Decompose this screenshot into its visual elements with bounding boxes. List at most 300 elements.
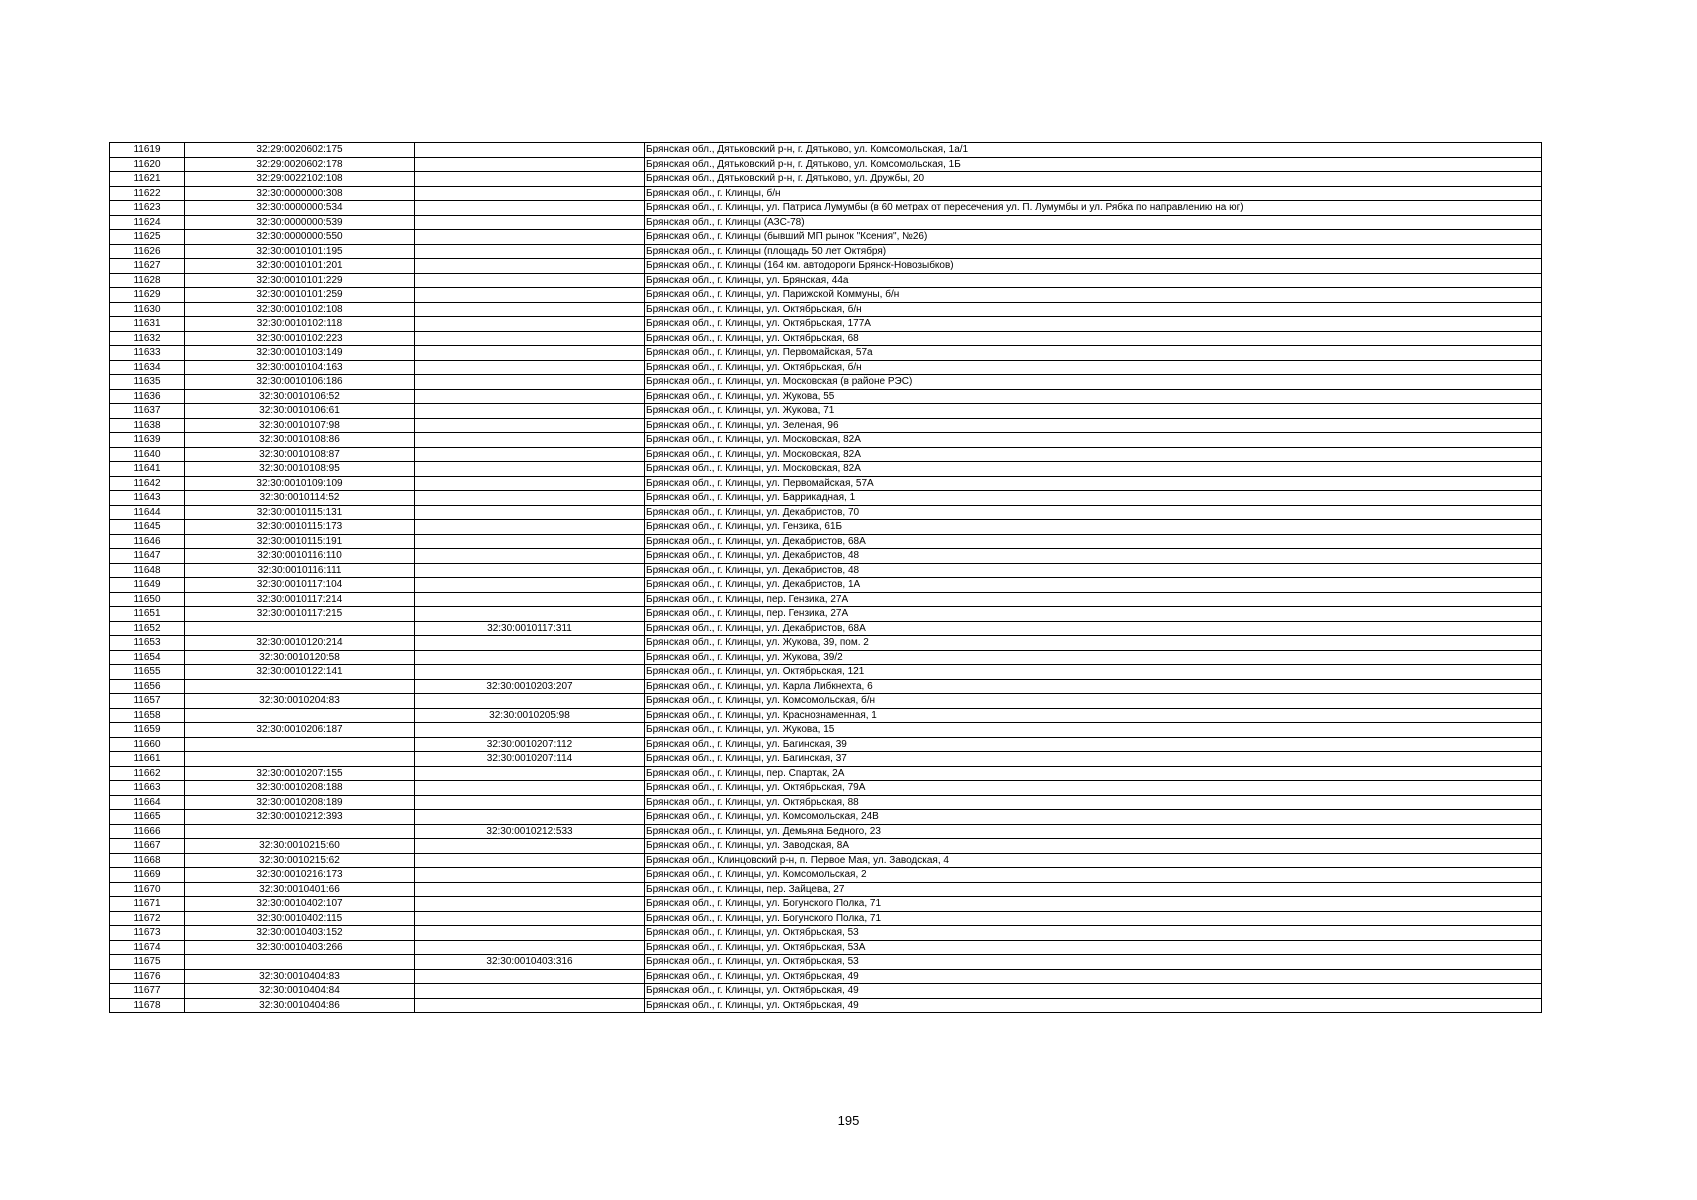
cadastral-number-cell: 32:30:0010107:98 [185, 418, 415, 433]
cadastral-number-alt-cell [415, 505, 645, 520]
address-cell: Брянская обл., г. Клинцы, ул. Октябрьская, б/н [645, 360, 1542, 375]
address-cell: Брянская обл., г. Клинцы, ул. Октябрьская, б/н [645, 302, 1542, 317]
address-cell: Брянская обл., г. Клинцы, ул. Декабристов, 1А [645, 578, 1542, 593]
address-cell: Брянская обл., г. Клинцы, ул. Декабристов, 68А [645, 621, 1542, 636]
cadastral-number-cell: 32:30:0010208:188 [185, 781, 415, 796]
cadastral-number-cell: 32:30:0010104:163 [185, 360, 415, 375]
cadastral-number-cell: 32:30:0010101:195 [185, 244, 415, 259]
address-cell: Брянская обл., Дятьковский р-н, г. Дятьково, ул. Комсомольская, 1Б [645, 157, 1542, 172]
cadastral-number-alt-cell [415, 143, 645, 158]
cadastral-number-alt-cell [415, 839, 645, 854]
address-cell: Брянская обл., г. Клинцы, ул. Октябрьская, 53 [645, 926, 1542, 941]
row-number-cell: 11666 [110, 824, 185, 839]
cadastral-number-cell: 32:30:0010215:62 [185, 853, 415, 868]
address-cell: Брянская обл., г. Клинцы, ул. Московская (в районе РЭС) [645, 375, 1542, 390]
address-cell: Брянская обл., г. Клинцы, ул. Патриса Лумумбы (в 60 метрах от пересечения ул. П. Лумумбы и ул. Рябка по направлению на юг) [645, 201, 1542, 216]
cadastral-number-cell: 32:30:0010215:60 [185, 839, 415, 854]
row-number-cell: 11648 [110, 563, 185, 578]
cadastral-number-cell: 32:30:0010404:83 [185, 969, 415, 984]
table-row [110, 172, 1542, 187]
address-cell: Брянская обл., г. Клинцы, ул. Московская, 82А [645, 433, 1542, 448]
cadastral-number-alt-cell: 32:30:0010205:98 [415, 708, 645, 723]
cadastral-number-alt-cell [415, 998, 645, 1013]
cadastral-number-alt-cell [415, 795, 645, 810]
row-number-cell: 11654 [110, 650, 185, 665]
cadastral-number-cell [185, 752, 415, 767]
table-row [110, 781, 1542, 796]
table-row [110, 186, 1542, 201]
row-number-cell: 11644 [110, 505, 185, 520]
row-number-cell: 11625 [110, 230, 185, 245]
cadastral-number-cell: 32:30:0010101:201 [185, 259, 415, 274]
table-row [110, 288, 1542, 303]
cadastral-number-alt-cell: 32:30:0010212:533 [415, 824, 645, 839]
table-row [110, 346, 1542, 361]
cadastral-number-cell: 32:30:0010108:95 [185, 462, 415, 477]
cadastral-number-cell: 32:30:0000000:308 [185, 186, 415, 201]
cadastral-number-alt-cell: 32:30:0010203:207 [415, 679, 645, 694]
table-row [110, 578, 1542, 593]
cadastral-number-alt-cell [415, 491, 645, 506]
address-cell: Брянская обл., г. Клинцы, ул. Жукова, 39/2 [645, 650, 1542, 665]
table-body [110, 143, 1542, 1013]
cadastral-number-cell: 32:30:0010402:107 [185, 897, 415, 912]
table-row [110, 433, 1542, 448]
address-cell: Брянская обл., г. Клинцы, б/н [645, 186, 1542, 201]
cadastral-number-alt-cell [415, 853, 645, 868]
address-cell: Брянская обл., г. Клинцы, ул. Декабристов, 68А [645, 534, 1542, 549]
cadastral-number-cell: 32:30:0010208:189 [185, 795, 415, 810]
row-number-cell: 11627 [110, 259, 185, 274]
cadastral-number-alt-cell [415, 375, 645, 390]
cadastral-number-alt-cell [415, 665, 645, 680]
cadastral-number-cell: 32:30:0010106:52 [185, 389, 415, 404]
row-number-cell: 11635 [110, 375, 185, 390]
address-cell: Брянская обл., г. Клинцы, ул. Брянская, 44а [645, 273, 1542, 288]
row-number-cell: 11671 [110, 897, 185, 912]
row-number-cell: 11673 [110, 926, 185, 941]
table-row [110, 462, 1542, 477]
table-row [110, 549, 1542, 564]
row-number-cell: 11653 [110, 636, 185, 651]
row-number-cell: 11639 [110, 433, 185, 448]
cadastral-number-alt-cell: 32:30:0010403:316 [415, 955, 645, 970]
table-row [110, 505, 1542, 520]
table-row [110, 882, 1542, 897]
address-cell: Брянская обл., г. Клинцы, ул. Багинская, 37 [645, 752, 1542, 767]
address-cell: Брянская обл., г. Клинцы, ул. Жукова, 39, пом. 2 [645, 636, 1542, 651]
cadastral-number-alt-cell [415, 882, 645, 897]
row-number-cell: 11622 [110, 186, 185, 201]
table-row [110, 476, 1542, 491]
cadastral-number-alt-cell [415, 157, 645, 172]
table-row [110, 636, 1542, 651]
table-row [110, 940, 1542, 955]
table-row [110, 650, 1542, 665]
table-row [110, 157, 1542, 172]
table-row [110, 592, 1542, 607]
table-row [110, 360, 1542, 375]
address-cell: Брянская обл., г. Клинцы, пер. Гензика, 27А [645, 592, 1542, 607]
address-cell: Брянская обл., г. Клинцы, ул. Декабристов, 48 [645, 549, 1542, 564]
row-number-cell: 11678 [110, 998, 185, 1013]
address-cell: Брянская обл., г. Клинцы, ул. Октябрьская, 49 [645, 984, 1542, 999]
cadastral-number-alt-cell [415, 447, 645, 462]
cadastral-number-alt-cell [415, 520, 645, 535]
address-cell: Брянская обл., г. Клинцы, ул. Комсомольская, б/н [645, 694, 1542, 709]
address-cell: Брянская обл., г. Клинцы, ул. Богунского Полка, 71 [645, 911, 1542, 926]
row-number-cell: 11664 [110, 795, 185, 810]
cadastral-number-alt-cell [415, 186, 645, 201]
cadastral-number-alt-cell [415, 650, 645, 665]
cadastral-number-cell: 32:30:0010115:191 [185, 534, 415, 549]
row-number-cell: 11626 [110, 244, 185, 259]
address-cell: Брянская обл., г. Клинцы (АЗС-78) [645, 215, 1542, 230]
cadastral-number-alt-cell [415, 201, 645, 216]
cadastral-number-cell: 32:30:0010404:86 [185, 998, 415, 1013]
address-cell: Брянская обл., г. Клинцы, ул. Декабристов, 70 [645, 505, 1542, 520]
address-cell: Брянская обл., г. Клинцы, пер. Спартак, 2А [645, 766, 1542, 781]
address-cell: Брянская обл., г. Клинцы, ул. Первомайская, 57А [645, 476, 1542, 491]
table-row [110, 679, 1542, 694]
property-register-table [109, 142, 1542, 1013]
address-cell: Брянская обл., г. Клинцы (164 км. автодороги Брянск-Новозыбков) [645, 259, 1542, 274]
address-cell: Брянская обл., г. Клинцы, ул. Жукова, 55 [645, 389, 1542, 404]
cadastral-number-alt-cell [415, 810, 645, 825]
table-row [110, 375, 1542, 390]
address-cell: Брянская обл., г. Клинцы, ул. Первомайская, 57а [645, 346, 1542, 361]
cadastral-number-alt-cell [415, 433, 645, 448]
cadastral-number-alt-cell [415, 549, 645, 564]
address-cell: Брянская обл., г. Клинцы, ул. Гензика, 61Б [645, 520, 1542, 535]
row-number-cell: 11668 [110, 853, 185, 868]
row-number-cell: 11638 [110, 418, 185, 433]
cadastral-number-alt-cell [415, 592, 645, 607]
cadastral-number-cell: 32:30:0010120:214 [185, 636, 415, 651]
table-row [110, 708, 1542, 723]
cadastral-number-alt-cell [415, 636, 645, 651]
cadastral-number-cell: 32:30:0010206:187 [185, 723, 415, 738]
address-cell: Брянская обл., г. Клинцы, пер. Гензика, 27А [645, 607, 1542, 622]
table-row [110, 302, 1542, 317]
cadastral-number-cell: 32:30:0010102:223 [185, 331, 415, 346]
cadastral-number-cell: 32:30:0010116:111 [185, 563, 415, 578]
table-row [110, 621, 1542, 636]
address-cell: Брянская обл., г. Клинцы, ул. Комсомольская, 24В [645, 810, 1542, 825]
address-cell: Брянская обл., г. Клинцы, ул. Зеленая, 96 [645, 418, 1542, 433]
cadastral-number-cell: 32:30:0010117:215 [185, 607, 415, 622]
table-row [110, 824, 1542, 839]
address-cell: Брянская обл., г. Клинцы, ул. Московская, 82А [645, 462, 1542, 477]
cadastral-number-alt-cell [415, 940, 645, 955]
table-row [110, 737, 1542, 752]
table-row [110, 331, 1542, 346]
address-cell: Брянская обл., г. Клинцы, ул. Комсомольская, 2 [645, 868, 1542, 883]
row-number-cell: 11643 [110, 491, 185, 506]
row-number-cell: 11667 [110, 839, 185, 854]
cadastral-number-cell: 32:30:0010403:152 [185, 926, 415, 941]
row-number-cell: 11656 [110, 679, 185, 694]
row-number-cell: 11658 [110, 708, 185, 723]
row-number-cell: 11670 [110, 882, 185, 897]
cadastral-number-cell: 32:30:0000000:534 [185, 201, 415, 216]
cadastral-number-alt-cell [415, 172, 645, 187]
row-number-cell: 11665 [110, 810, 185, 825]
table-row [110, 244, 1542, 259]
table-row [110, 897, 1542, 912]
cadastral-number-alt-cell [415, 389, 645, 404]
row-number-cell: 11619 [110, 143, 185, 158]
cadastral-number-alt-cell [415, 694, 645, 709]
row-number-cell: 11646 [110, 534, 185, 549]
cadastral-number-alt-cell [415, 476, 645, 491]
table-row [110, 389, 1542, 404]
address-cell: Брянская обл., г. Клинцы, ул. Октябрьская, 49 [645, 969, 1542, 984]
table-row [110, 810, 1542, 825]
row-number-cell: 11659 [110, 723, 185, 738]
row-number-cell: 11650 [110, 592, 185, 607]
cadastral-number-cell: 32:29:0022102:108 [185, 172, 415, 187]
cadastral-number-cell: 32:30:0000000:550 [185, 230, 415, 245]
row-number-cell: 11629 [110, 288, 185, 303]
row-number-cell: 11631 [110, 317, 185, 332]
cadastral-number-cell: 32:30:0010101:259 [185, 288, 415, 303]
cadastral-number-cell: 32:30:0010116:110 [185, 549, 415, 564]
cadastral-number-cell: 32:30:0010204:83 [185, 694, 415, 709]
address-cell: Брянская обл., г. Клинцы, ул. Октябрьская, 68 [645, 331, 1542, 346]
address-cell: Брянская обл., г. Клинцы, ул. Демьяна Бедного, 23 [645, 824, 1542, 839]
row-number-cell: 11620 [110, 157, 185, 172]
cadastral-number-cell: 32:30:0010106:61 [185, 404, 415, 419]
cadastral-number-cell [185, 737, 415, 752]
table-row [110, 143, 1542, 158]
table-row [110, 795, 1542, 810]
cadastral-number-cell: 32:30:0010103:149 [185, 346, 415, 361]
table-row [110, 998, 1542, 1013]
table-row [110, 230, 1542, 245]
table-row [110, 259, 1542, 274]
cadastral-number-alt-cell [415, 563, 645, 578]
cadastral-number-cell [185, 708, 415, 723]
table-row [110, 607, 1542, 622]
row-number-cell: 11640 [110, 447, 185, 462]
row-number-cell: 11628 [110, 273, 185, 288]
row-number-cell: 11624 [110, 215, 185, 230]
cadastral-number-cell: 32:30:0010402:115 [185, 911, 415, 926]
row-number-cell: 11661 [110, 752, 185, 767]
cadastral-number-alt-cell [415, 317, 645, 332]
cadastral-number-alt-cell [415, 273, 645, 288]
cadastral-number-cell: 32:30:0010403:266 [185, 940, 415, 955]
table-row [110, 839, 1542, 854]
table-row [110, 868, 1542, 883]
row-number-cell: 11651 [110, 607, 185, 622]
cadastral-number-cell [185, 824, 415, 839]
address-cell: Брянская обл., Дятьковский р-н, г. Дятьково, ул. Дружбы, 20 [645, 172, 1542, 187]
cadastral-number-cell [185, 955, 415, 970]
table-row [110, 317, 1542, 332]
cadastral-number-cell: 32:30:0010115:131 [185, 505, 415, 520]
row-number-cell: 11652 [110, 621, 185, 636]
cadastral-number-alt-cell: 32:30:0010117:311 [415, 621, 645, 636]
cadastral-number-cell: 32:30:0000000:539 [185, 215, 415, 230]
address-cell: Брянская обл., г. Клинцы (площадь 50 лет Октября) [645, 244, 1542, 259]
cadastral-number-alt-cell [415, 331, 645, 346]
cadastral-number-alt-cell [415, 259, 645, 274]
cadastral-number-alt-cell [415, 926, 645, 941]
row-number-cell: 11636 [110, 389, 185, 404]
cadastral-number-cell: 32:29:0020602:175 [185, 143, 415, 158]
cadastral-number-cell: 32:30:0010115:173 [185, 520, 415, 535]
cadastral-number-alt-cell: 32:30:0010207:114 [415, 752, 645, 767]
cadastral-number-alt-cell [415, 607, 645, 622]
cadastral-number-cell: 32:30:0010108:87 [185, 447, 415, 462]
row-number-cell: 11676 [110, 969, 185, 984]
address-cell: Брянская обл., г. Клинцы, ул. Октябрьская, 53 [645, 955, 1542, 970]
cadastral-number-alt-cell [415, 230, 645, 245]
table-row [110, 418, 1542, 433]
row-number-cell: 11641 [110, 462, 185, 477]
row-number-cell: 11663 [110, 781, 185, 796]
cadastral-number-cell: 32:30:0010106:186 [185, 375, 415, 390]
row-number-cell: 11662 [110, 766, 185, 781]
row-number-cell: 11637 [110, 404, 185, 419]
cadastral-number-cell: 32:30:0010101:229 [185, 273, 415, 288]
address-cell: Брянская обл., г. Клинцы (бывший МП рынок "Ксения", №26) [645, 230, 1542, 245]
table-row [110, 534, 1542, 549]
table-row [110, 752, 1542, 767]
address-cell: Брянская обл., г. Клинцы, ул. Октябрьская, 177А [645, 317, 1542, 332]
cadastral-number-cell: 32:30:0010401:66 [185, 882, 415, 897]
cadastral-number-alt-cell [415, 404, 645, 419]
table-row [110, 926, 1542, 941]
address-cell: Брянская обл., г. Клинцы, ул. Октябрьская, 49 [645, 998, 1542, 1013]
cadastral-number-alt-cell [415, 911, 645, 926]
row-number-cell: 11621 [110, 172, 185, 187]
table-row [110, 491, 1542, 506]
cadastral-number-alt-cell [415, 897, 645, 912]
cadastral-number-cell: 32:30:0010216:173 [185, 868, 415, 883]
cadastral-number-cell: 32:30:0010117:214 [185, 592, 415, 607]
row-number-cell: 11657 [110, 694, 185, 709]
row-number-cell: 11645 [110, 520, 185, 535]
table-row [110, 723, 1542, 738]
address-cell: Брянская обл., г. Клинцы, ул. Парижской Коммуны, б/н [645, 288, 1542, 303]
row-number-cell: 11677 [110, 984, 185, 999]
row-number-cell: 11630 [110, 302, 185, 317]
cadastral-number-alt-cell [415, 984, 645, 999]
table-row [110, 665, 1542, 680]
cadastral-number-cell: 32:30:0010109:109 [185, 476, 415, 491]
cadastral-number-alt-cell [415, 462, 645, 477]
table-row [110, 766, 1542, 781]
address-cell: Брянская обл., г. Клинцы, ул. Октябрьская, 88 [645, 795, 1542, 810]
cadastral-number-alt-cell [415, 868, 645, 883]
address-cell: Брянская обл., Дятьковский р-н, г. Дятьково, ул. Комсомольская, 1а/1 [645, 143, 1542, 158]
cadastral-number-cell: 32:29:0020602:178 [185, 157, 415, 172]
table-row [110, 201, 1542, 216]
address-cell: Брянская обл., г. Клинцы, ул. Заводская, 8А [645, 839, 1542, 854]
cadastral-number-cell: 32:30:0010122:141 [185, 665, 415, 680]
address-cell: Брянская обл., г. Клинцы, ул. Багинская, 39 [645, 737, 1542, 752]
row-number-cell: 11674 [110, 940, 185, 955]
cadastral-number-alt-cell [415, 418, 645, 433]
table-row [110, 273, 1542, 288]
table-row [110, 215, 1542, 230]
cadastral-number-alt-cell [415, 578, 645, 593]
cadastral-number-cell [185, 679, 415, 694]
row-number-cell: 11623 [110, 201, 185, 216]
table-row [110, 447, 1542, 462]
cadastral-number-alt-cell [415, 766, 645, 781]
row-number-cell: 11672 [110, 911, 185, 926]
row-number-cell: 11675 [110, 955, 185, 970]
cadastral-number-cell: 32:30:0010102:118 [185, 317, 415, 332]
address-cell: Брянская обл., г. Клинцы, ул. Московская, 82А [645, 447, 1542, 462]
table-row [110, 853, 1542, 868]
cadastral-number-alt-cell [415, 346, 645, 361]
table-row [110, 969, 1542, 984]
cadastral-number-cell: 32:30:0010114:52 [185, 491, 415, 506]
table-row [110, 694, 1542, 709]
row-number-cell: 11660 [110, 737, 185, 752]
table-row [110, 520, 1542, 535]
address-cell: Брянская обл., г. Клинцы, ул. Карла Либкнехта, 6 [645, 679, 1542, 694]
address-cell: Брянская обл., г. Клинцы, пер. Зайцева, 27 [645, 882, 1542, 897]
cadastral-number-alt-cell [415, 244, 645, 259]
cadastral-number-alt-cell [415, 360, 645, 375]
row-number-cell: 11669 [110, 868, 185, 883]
cadastral-number-alt-cell [415, 302, 645, 317]
address-cell: Брянская обл., г. Клинцы, ул. Декабристов, 48 [645, 563, 1542, 578]
address-cell: Брянская обл., г. Клинцы, ул. Жукова, 71 [645, 404, 1542, 419]
row-number-cell: 11633 [110, 346, 185, 361]
table-row [110, 911, 1542, 926]
address-cell: Брянская обл., г. Клинцы, ул. Октябрьская, 79А [645, 781, 1542, 796]
cadastral-number-cell: 32:30:0010102:108 [185, 302, 415, 317]
address-cell: Брянская обл., г. Клинцы, ул. Богунского Полка, 71 [645, 897, 1542, 912]
table-row [110, 563, 1542, 578]
row-number-cell: 11655 [110, 665, 185, 680]
address-cell: Брянская обл., г. Клинцы, ул. Жукова, 15 [645, 723, 1542, 738]
row-number-cell: 11642 [110, 476, 185, 491]
address-cell: Брянская обл., г. Клинцы, ул. Баррикадная, 1 [645, 491, 1542, 506]
cadastral-number-alt-cell [415, 215, 645, 230]
cadastral-number-cell: 32:30:0010404:84 [185, 984, 415, 999]
row-number-cell: 11634 [110, 360, 185, 375]
cadastral-number-alt-cell [415, 781, 645, 796]
cadastral-number-cell: 32:30:0010117:104 [185, 578, 415, 593]
address-cell: Брянская обл., Клинцовский р-н, п. Первое Мая, ул. Заводская, 4 [645, 853, 1542, 868]
page-number: 195 [837, 1113, 860, 1128]
cadastral-number-cell: 32:30:0010108:86 [185, 433, 415, 448]
cadastral-number-alt-cell: 32:30:0010207:112 [415, 737, 645, 752]
cadastral-number-cell: 32:30:0010120:58 [185, 650, 415, 665]
cadastral-number-cell [185, 621, 415, 636]
table-row [110, 984, 1542, 999]
address-cell: Брянская обл., г. Клинцы, ул. Октябрьская, 53А [645, 940, 1542, 955]
address-cell: Брянская обл., г. Клинцы, ул. Октябрьская, 121 [645, 665, 1542, 680]
cadastral-number-alt-cell [415, 723, 645, 738]
cadastral-number-alt-cell [415, 534, 645, 549]
table-row [110, 404, 1542, 419]
table-row [110, 955, 1542, 970]
row-number-cell: 11649 [110, 578, 185, 593]
cadastral-number-alt-cell [415, 969, 645, 984]
address-cell: Брянская обл., г. Клинцы, ул. Краснознаменная, 1 [645, 708, 1542, 723]
cadastral-number-alt-cell [415, 288, 645, 303]
row-number-cell: 11647 [110, 549, 185, 564]
